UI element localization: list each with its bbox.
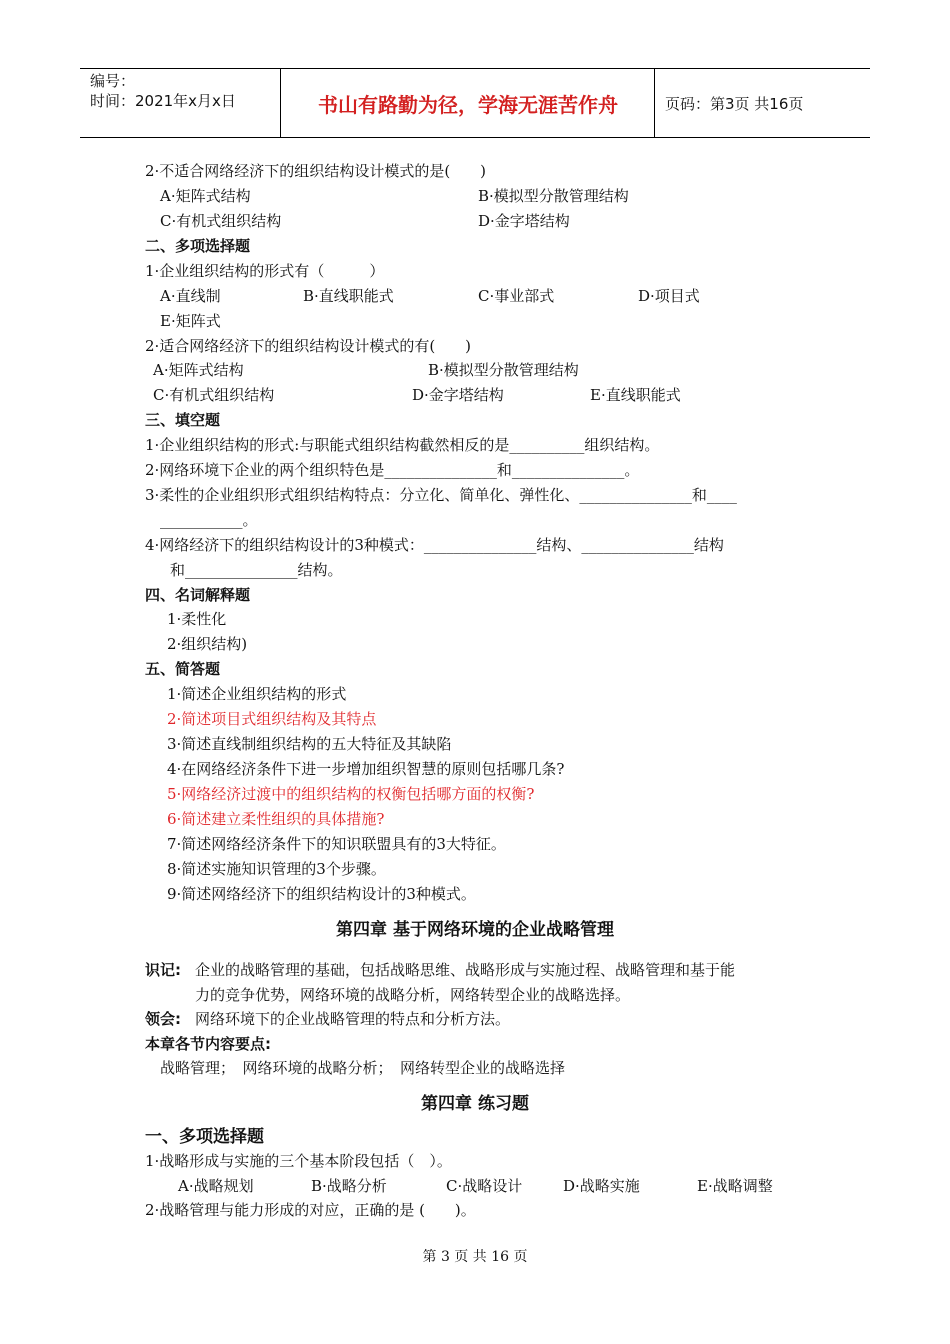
option-d: D·战略实施: [563, 1177, 640, 1195]
option-d: D·金字塔结构: [412, 386, 504, 404]
option-d: D·项目式: [638, 287, 700, 305]
short-question-2: 2·简述项目式组织结构及其特点: [167, 710, 377, 728]
option-b: B·模拟型分散管理结构: [478, 187, 629, 205]
exercise-title: 第四章 练习题: [421, 1094, 529, 1114]
mc-question-1: 1·企业组织结构的形式有（ ）: [145, 262, 385, 280]
memorize-text-2: 力的竞争优势，网络环境的战略分析，网络转型企业的战略选择。: [195, 986, 631, 1004]
chapter-title: 第四章 基于网络环境的企业战略管理: [336, 920, 614, 940]
option-e: E·直线职能式: [590, 386, 681, 404]
short-question-8: 8·简述实施知识管理的3个步骤。: [167, 860, 386, 878]
section-fill-in: 三、填空题: [145, 411, 221, 429]
option-d: D·金字塔结构: [478, 212, 570, 230]
option-b: B·模拟型分散管理结构: [428, 361, 579, 379]
short-question-9: 9·简述网络经济下的组织结构设计的3种模式。: [167, 885, 476, 903]
memorize-text-1: 企业的战略管理的基础，包括战略思维、战略形成与实施过程、战略管理和基于能: [195, 961, 736, 979]
option-e: E·战略调整: [697, 1177, 773, 1195]
fill-question-2: 2·网络环境下企业的两个组织特色是_______________和_______________。: [145, 461, 640, 479]
option-b: B·战略分析: [311, 1177, 387, 1195]
short-question-7: 7·简述网络经济条件下的知识联盟具有的3大特征。: [167, 835, 506, 853]
header-date: 时间：2021年x月x日: [90, 92, 236, 110]
header-meta: [80, 69, 281, 137]
mc-question-2: 2·适合网络经济下的组织结构设计模式的有( ): [145, 337, 472, 355]
memorize-label: 识记:: [145, 961, 181, 979]
option-b: B·直线职能式: [303, 287, 394, 305]
key-points-items: 战略管理； 网络环境的战略分析； 网络转型企业的战略选择: [160, 1059, 566, 1077]
exercise-question-2: 2·战略管理与能力形成的对应，正确的是 ( )。: [145, 1201, 476, 1219]
short-question-4: 4·在网络经济条件下进一步增加组织智慧的原则包括哪几条?: [167, 760, 565, 778]
fill-question-3-cont: ___________。: [160, 511, 258, 529]
term-1: 1·柔性化: [167, 610, 227, 628]
option-a: A·直线制: [160, 287, 221, 305]
short-question-3: 3·简述直线制组织结构的五大特征及其缺陷: [167, 735, 452, 753]
option-a: A·矩阵式结构: [160, 187, 251, 205]
short-question-5: 5·网络经济过渡中的组织结构的权衡包括哪方面的权衡?: [167, 785, 535, 803]
section-multiple-choice: 二、多项选择题: [145, 237, 251, 255]
section-terms: 四、名词解释题: [145, 586, 251, 604]
short-question-6: 6·简述建立柔性组织的具体措施?: [167, 810, 385, 828]
understand-label: 领会:: [145, 1010, 181, 1028]
option-c: C·有机式组织结构: [153, 386, 275, 404]
short-question-1: 1·简述企业组织结构的形式: [167, 685, 347, 703]
option-e: E·矩阵式: [160, 312, 221, 330]
fill-question-1: 1·企业组织结构的形式:与职能式组织结构截然相反的是__________组织结构。: [145, 436, 660, 454]
understand-text: 网络环境下的企业战略管理的特点和分析方法。: [195, 1010, 511, 1028]
section-short-answer: 五、简答题: [145, 660, 221, 678]
page-footer: 第 3 页 共 16 页: [422, 1249, 528, 1265]
section-multiple-choice: 一、多项选择题: [145, 1127, 264, 1147]
option-a: A·矩阵式结构: [153, 361, 244, 379]
fill-question-3: 3·柔性的企业组织形式组织结构特点：分立化、简单化、弹性化、_______________和____: [145, 486, 737, 504]
question-2: 2·不适合网络经济下的组织结构设计模式的是( ): [145, 162, 487, 180]
header-motto: 书山有路勤为径，学海无涯苦作舟: [282, 69, 655, 137]
option-c: C·战略设计: [446, 1177, 523, 1195]
exercise-question-1: 1·战略形成与实施的三个基本阶段包括（ ）。: [145, 1152, 452, 1170]
option-c: C·事业部式: [478, 287, 555, 305]
term-2: 2·组织结构): [167, 635, 248, 653]
page-header: [80, 68, 870, 138]
fill-question-4: 4·网络经济下的组织结构设计的3种模式：_______________结构、_______________结构: [145, 536, 724, 554]
header-number: 编号：: [90, 72, 136, 90]
option-a: A·战略规划: [178, 1177, 254, 1195]
option-c: C·有机式组织结构: [160, 212, 282, 230]
fill-question-4-cont: 和_______________结构。: [170, 561, 343, 579]
key-points-label: 本章各节内容要点:: [145, 1035, 271, 1053]
header-page-info: 页码：第3页 共16页: [665, 94, 804, 113]
